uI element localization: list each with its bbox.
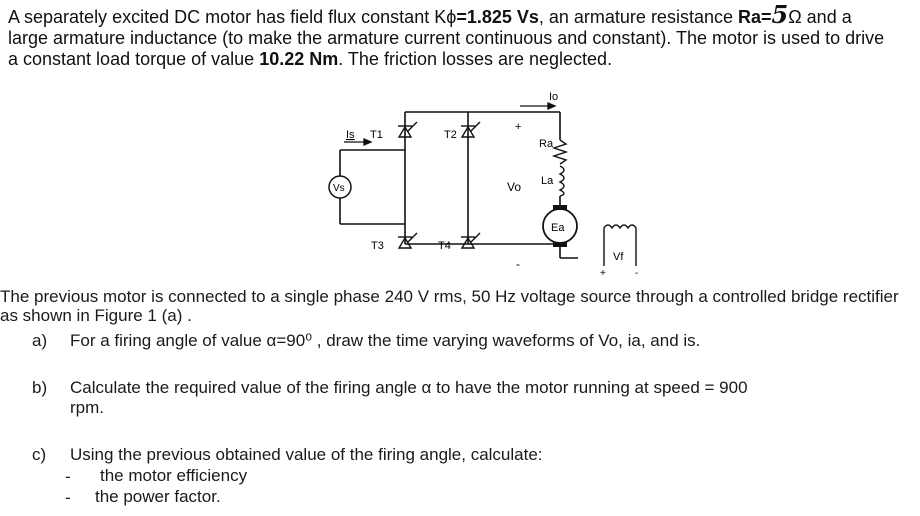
thyristor-t4-symbol (461, 233, 480, 248)
bullet-marker-2: - (65, 488, 71, 507)
label-plus-top: + (515, 121, 522, 133)
label-io: Io (549, 91, 559, 103)
resistor-ra-symbol (554, 140, 566, 164)
label-la: La (541, 175, 554, 187)
label-minus-bottom: - (516, 257, 520, 271)
thyristor-t2-symbol (461, 122, 480, 137)
inductor-la-symbol (560, 166, 564, 196)
problem-intro: A separately excited DC motor has field flux constant Kϕ=1.825 Vs, an armature resistance Ra=5Ω and a large armature inductance (to make the armature current continuous and constant). The motor is used to drive a constant load torque of value 10.22 Nm. The friction losses are neglected. (8, 0, 885, 69)
label-ra: Ra (539, 138, 554, 150)
field-winding-symbol (604, 225, 636, 238)
label-is: Is (346, 129, 355, 141)
c-item-power-factor: the power factor. (95, 487, 221, 506)
label-t3: T3 (371, 240, 384, 252)
label-t4: T4 (438, 240, 451, 252)
question-c: c) Using the previous obtained value of the firing angle, calculate: (32, 445, 543, 464)
label-vs: Vs (333, 183, 345, 194)
bridge-rectifier-circuit (320, 88, 660, 278)
thyristor-t1-symbol (398, 122, 417, 137)
label-t2: T2 (444, 129, 457, 141)
label-t1: T1 (370, 129, 383, 141)
label-ea: Ea (551, 222, 565, 234)
label-vf-plus: + (600, 268, 606, 278)
question-intro: The previous motor is connected to a single phase 240 V rms, 50 Hz voltage source through a controlled bridge rectifier as shown in Figure 1 (a) . (0, 287, 899, 325)
thyristor-t3-symbol (398, 233, 417, 248)
question-b-continuation: rpm. (70, 398, 104, 417)
c-item-efficiency: the motor efficiency (100, 466, 248, 485)
question-b: b) Calculate the required value of the firing angle α to have the motor running at speed = 900 (32, 378, 748, 397)
bullet-marker-1: - (65, 467, 71, 486)
question-a: a) For a firing angle of value α=90⁰ , draw the time varying waveforms of Vo, ia, and is. (32, 331, 701, 350)
label-vo: Vo (507, 180, 522, 194)
label-vf: Vf (613, 251, 624, 263)
label-vf-minus: - (635, 268, 639, 278)
handwritten-ra-value: 5 (771, 0, 789, 29)
